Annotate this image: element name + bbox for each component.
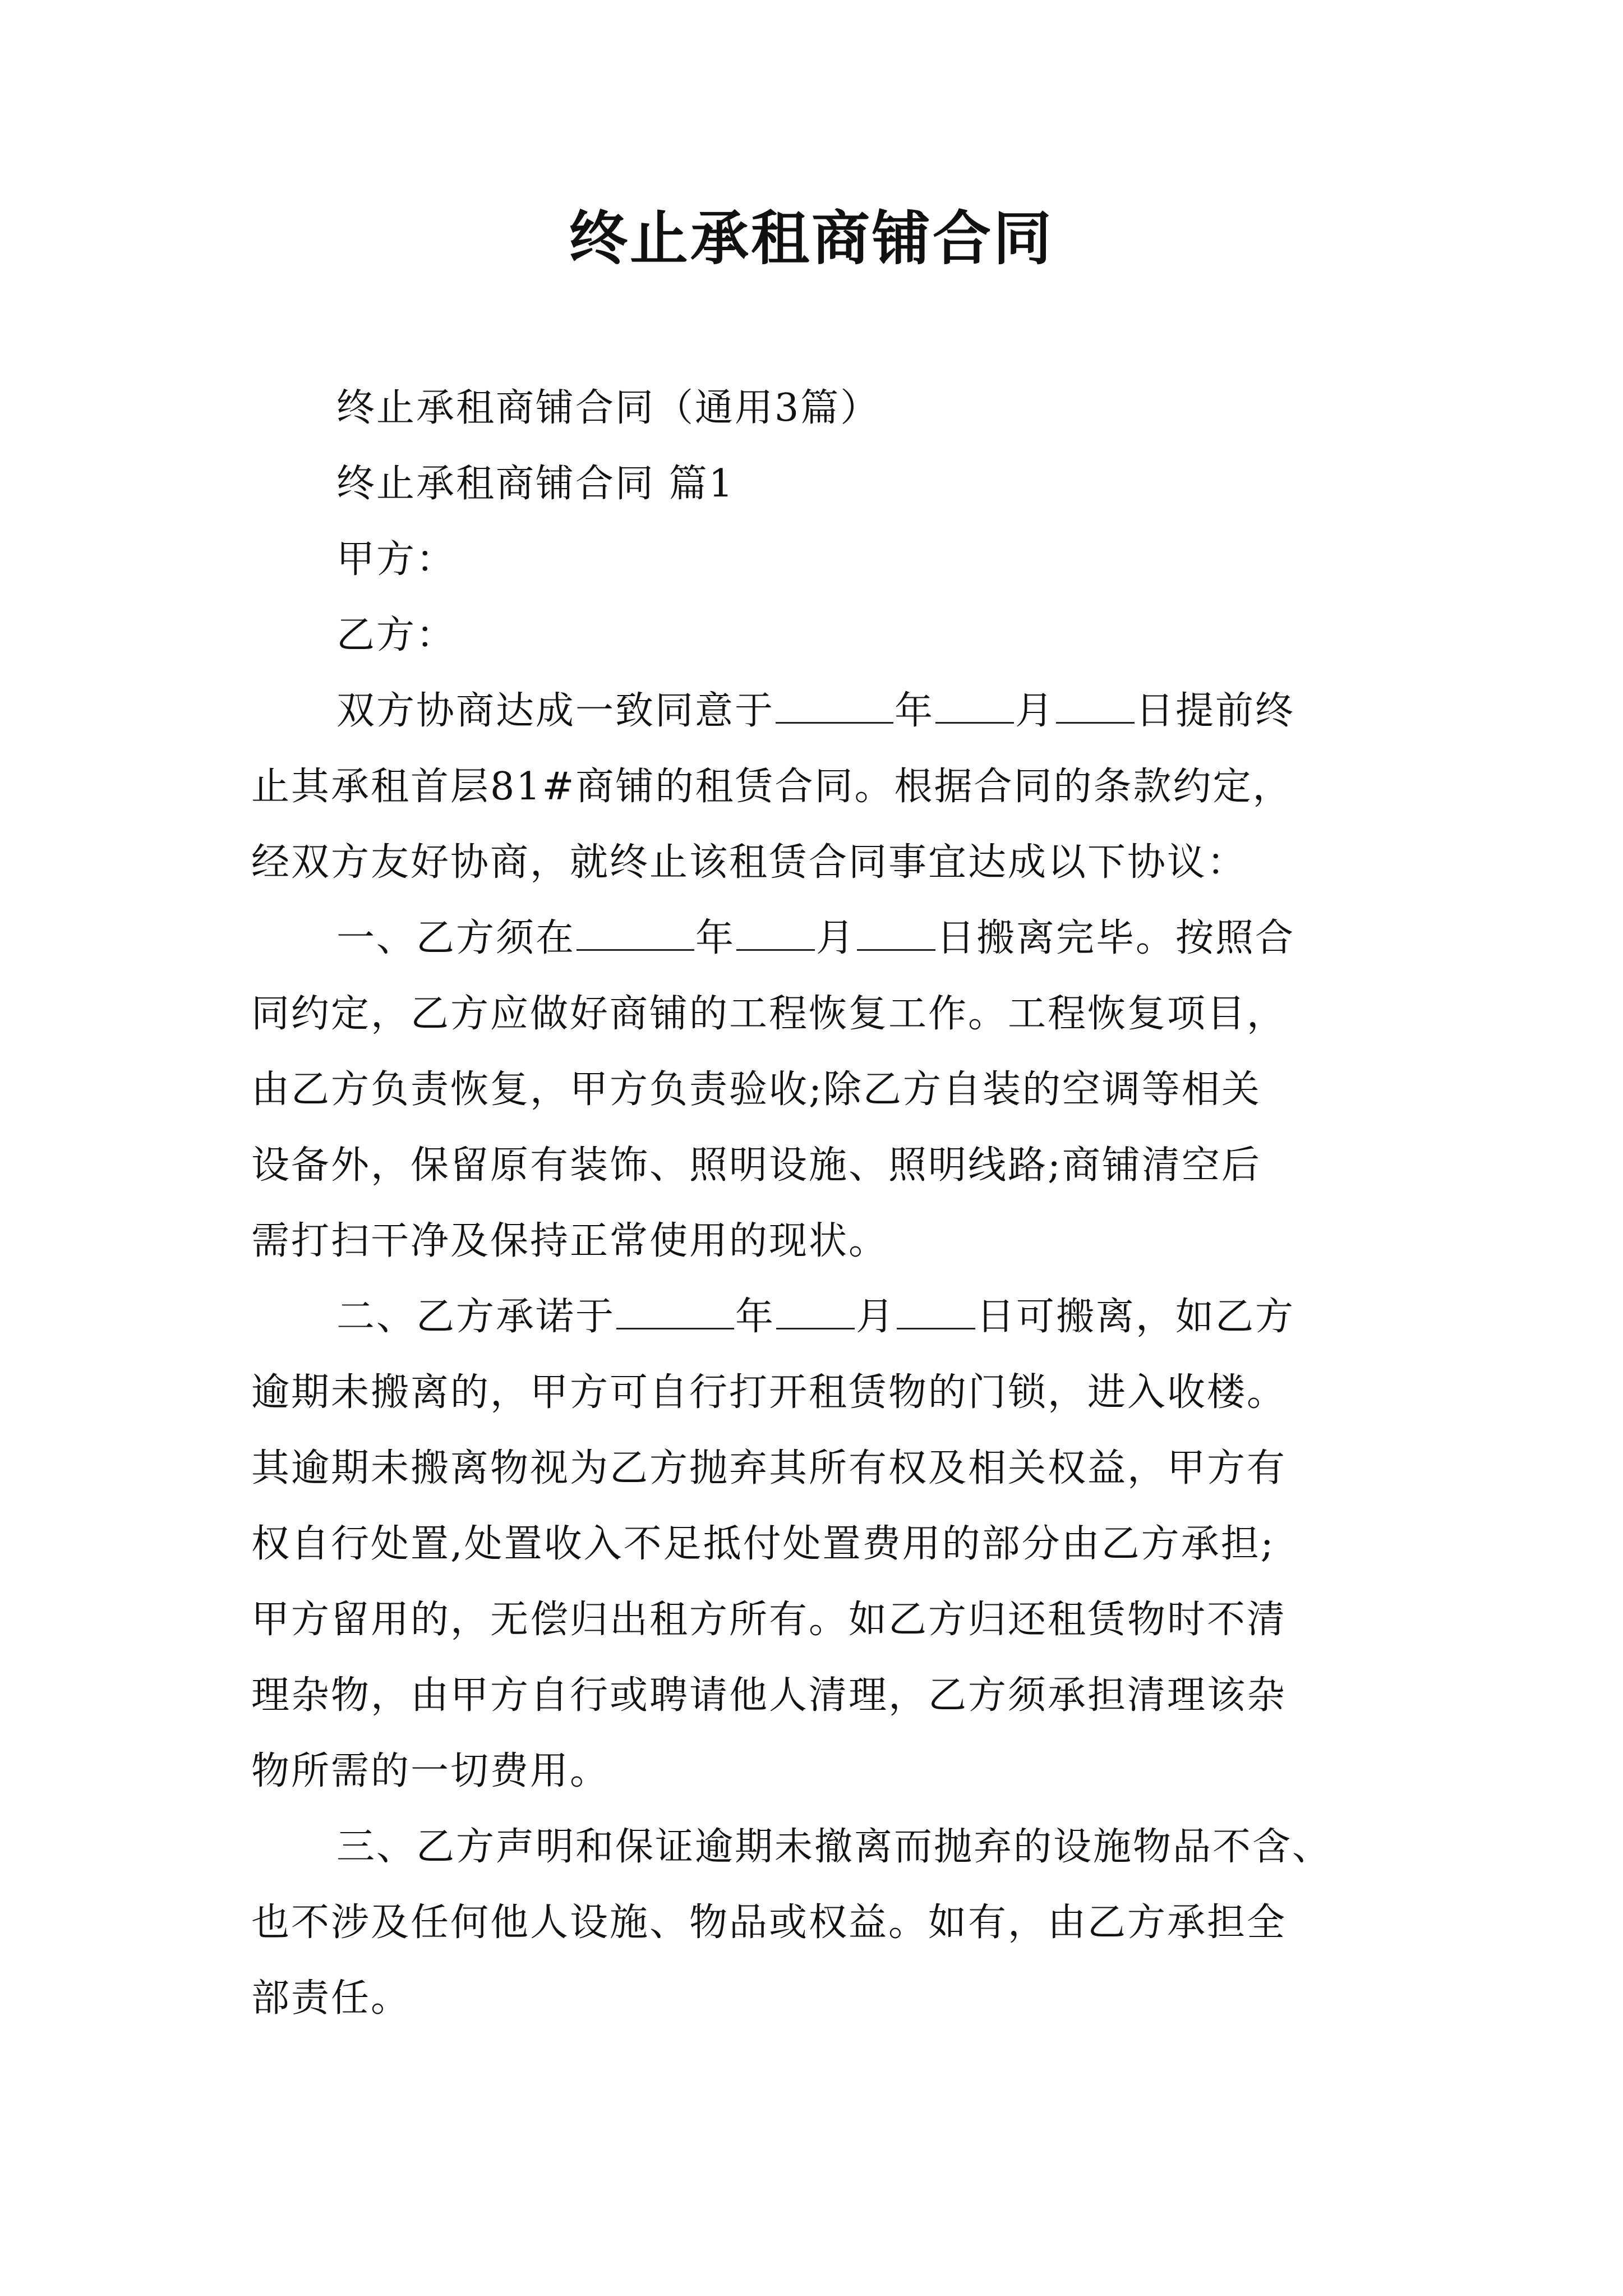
- clause1-line-4: 设备外，保留原有装饰、照明设施、照明线路;商铺清空后: [251, 1143, 1261, 1188]
- clause1-line-2: 同约定，乙方应做好商铺的工程恢复工作。工程恢复项目，: [251, 992, 1287, 1036]
- month-blank: [935, 688, 1014, 724]
- clause1-line-3: 由乙方负责恢复，甲方负责验收;除乙方自装的空调等相关: [251, 1068, 1261, 1112]
- document-subtitle: 终止承租商铺合同（通用3篇）: [336, 386, 880, 430]
- month-blank: [736, 915, 815, 951]
- clause3-line-2: 也不涉及任何他人设施、物品或权益。如有，由乙方承担全: [251, 1901, 1287, 1945]
- clause2-line-3: 其逾期未搬离物视为乙方抛弃其所有权及相关权益，甲方有: [251, 1446, 1287, 1490]
- clause1-line-5: 需打扫干净及保持正常使用的现状。: [251, 1219, 889, 1263]
- year-blank: [616, 1294, 734, 1329]
- intro-line-3: 经双方友好协商，就终止该租赁合同事宜达成以下协议：: [251, 840, 1247, 885]
- clause1-line-1: 一、乙方须在 年 月 日搬离完毕。按照合: [336, 916, 1295, 960]
- intro-line-1: 双方协商达成一致同意于 年 月 日提前终: [336, 689, 1295, 733]
- clause2-line-1: 二、乙方承诺于 年 月 日可搬离，如乙方: [336, 1295, 1295, 1339]
- day-blank: [1056, 688, 1135, 724]
- intro-line-2: 止其承租首层81#商铺的租赁合同。根据合同的条款约定，: [251, 765, 1293, 809]
- clause2-line-7: 物所需的一切费用。: [251, 1749, 610, 1793]
- year-blank: [776, 688, 893, 724]
- day-blank: [857, 915, 935, 951]
- day-blank: [897, 1294, 975, 1329]
- clause2-line-6: 理杂物，由甲方自行或聘请他人清理，乙方须承担清理该杂: [251, 1673, 1287, 1718]
- party-a-label: 甲方：: [336, 537, 457, 582]
- clause3-line-1: 三、乙方声明和保证逾期未撤离而抛弃的设施物品不含、: [336, 1825, 1332, 1869]
- month-blank: [776, 1294, 855, 1329]
- clause2-line-4: 权自行处置,处置收入不足抵付处置费用的部分由乙方承担;: [251, 1522, 1275, 1566]
- clause2-line-2: 逾期未搬离的，甲方可自行打开租赁物的门锁，进入收楼。: [251, 1370, 1287, 1415]
- document-body: [251, 370, 1378, 2036]
- year-blank: [577, 915, 694, 951]
- party-b-label: 乙方：: [336, 613, 457, 657]
- section-heading: 终止承租商铺合同 篇1: [336, 462, 735, 506]
- clause2-line-5: 甲方留用的，无偿归出租方所有。如乙方归还租赁物时不清: [251, 1598, 1287, 1642]
- clause3-line-3: 部责任。: [251, 1976, 411, 2021]
- document-title: 终止承租商铺合同: [569, 204, 1054, 273]
